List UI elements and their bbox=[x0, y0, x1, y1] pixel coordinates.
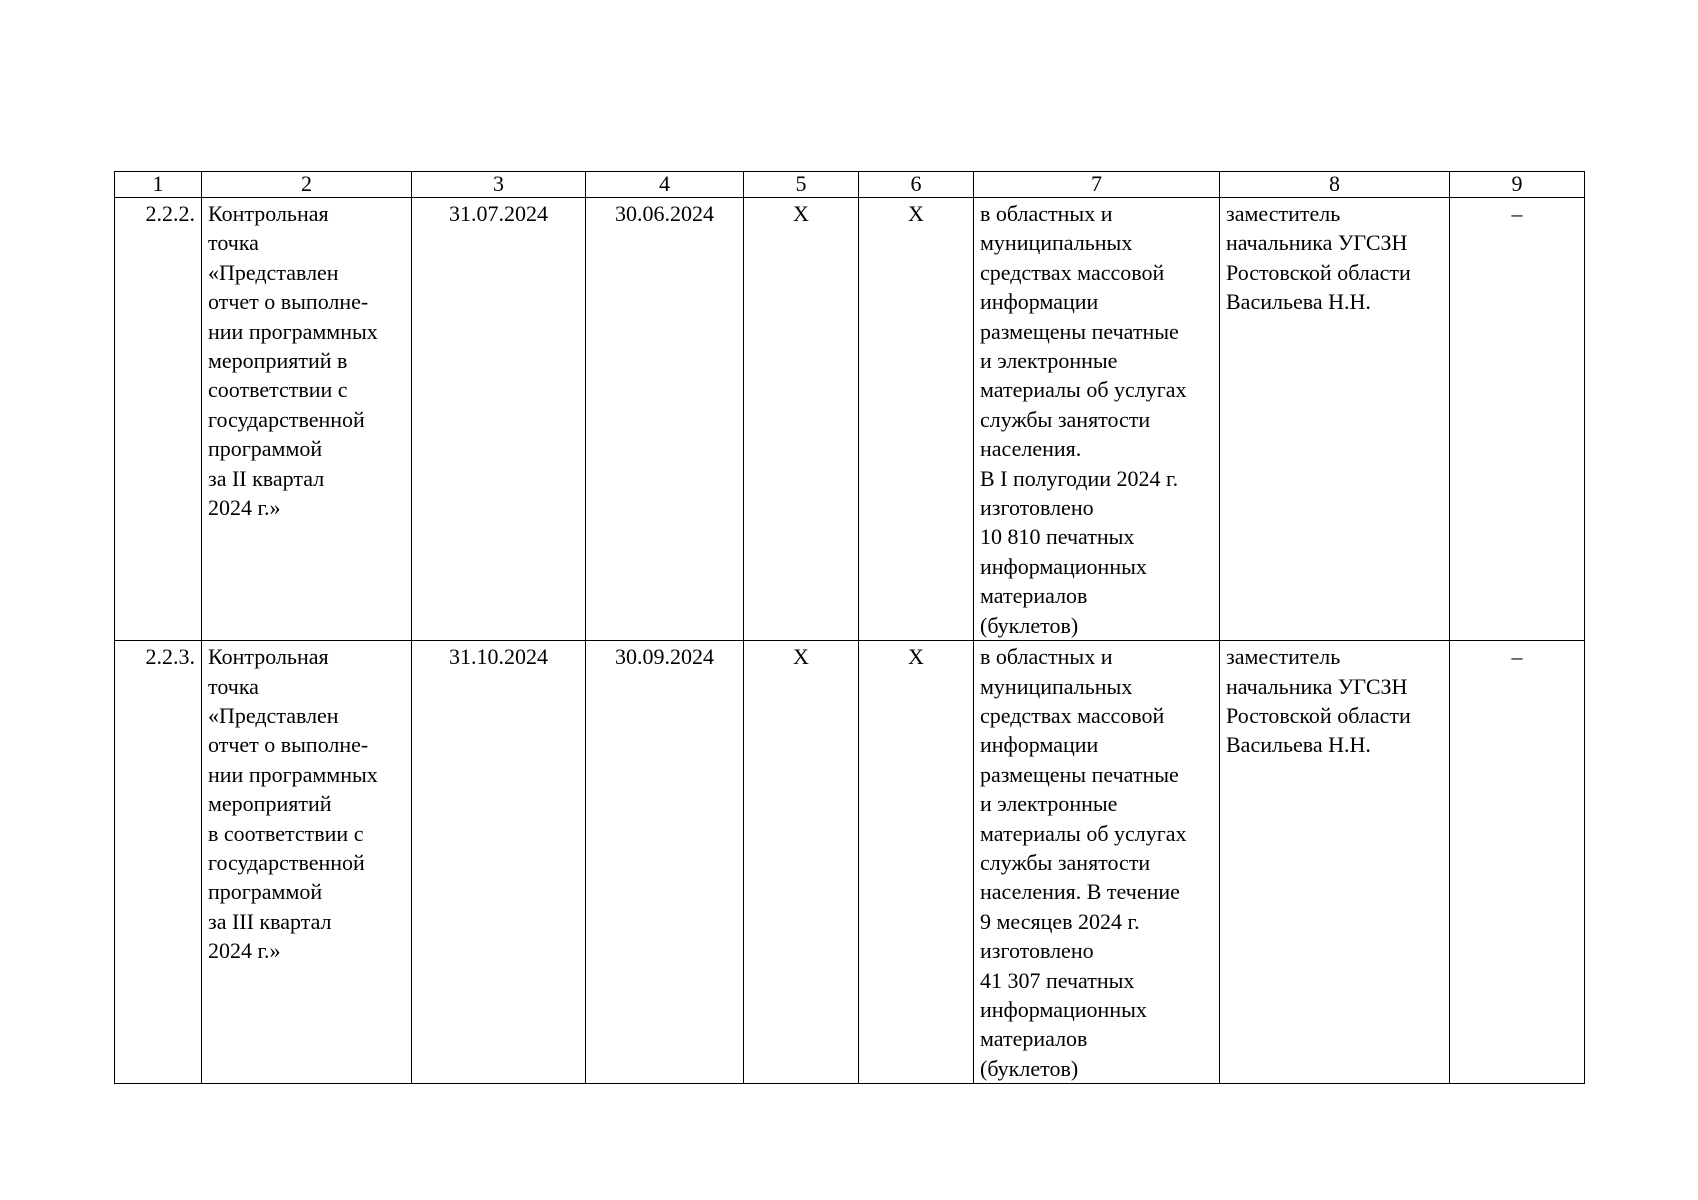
row-col6: X bbox=[859, 641, 974, 1084]
row-date-fact: 30.06.2024 bbox=[586, 198, 744, 641]
header-cell-7: 7 bbox=[974, 172, 1220, 198]
header-cell-8: 8 bbox=[1220, 172, 1450, 198]
row-col5: X bbox=[744, 641, 859, 1084]
table-row bbox=[115, 641, 1585, 1084]
row-result: в областных и муниципальных средствах массовой информации размещены печатные и электронные материалы об услугах службы занятости населения. В I полугодии 2024 г. изготовлено 10 810 печатных информационных материалов (буклетов) bbox=[974, 198, 1220, 641]
row-result: в областных и муниципальных средствах массовой информации размещены печатные и электронные материалы об услугах службы занятости населения. В течение 9 месяцев 2024 г. изготовлено 41 307 печатных информационных материалов (буклетов) bbox=[974, 641, 1220, 1084]
header-cell-4: 4 bbox=[586, 172, 744, 198]
report-table bbox=[114, 171, 1585, 1084]
row-number: 2.2.2. bbox=[115, 198, 202, 641]
row-name: Контрольная точка «Представлен отчет о выполне- нии программных мероприятий в соответствии с государственной программой за III квартал 2024 г.» bbox=[202, 641, 412, 1084]
header-cell-3: 3 bbox=[412, 172, 586, 198]
table-row bbox=[115, 198, 1585, 641]
row-note: – bbox=[1450, 641, 1585, 1084]
header-cell-6: 6 bbox=[859, 172, 974, 198]
header-cell-2: 2 bbox=[202, 172, 412, 198]
row-col6: X bbox=[859, 198, 974, 641]
header-cell-1: 1 bbox=[115, 172, 202, 198]
row-responsible: заместитель начальника УГСЗН Ростовской области Васильева Н.Н. bbox=[1220, 198, 1450, 641]
header-cell-9: 9 bbox=[1450, 172, 1585, 198]
header-row bbox=[115, 172, 1585, 198]
row-responsible: заместитель начальника УГСЗН Ростовской области Васильева Н.Н. bbox=[1220, 641, 1450, 1084]
row-number: 2.2.3. bbox=[115, 641, 202, 1084]
row-note: – bbox=[1450, 198, 1585, 641]
row-name: Контрольная точка «Представлен отчет о выполне- нии программных мероприятий в соответствии с государственной программой за II квартал 2024 г.» bbox=[202, 198, 412, 641]
row-date-plan: 31.10.2024 bbox=[412, 641, 586, 1084]
row-date-plan: 31.07.2024 bbox=[412, 198, 586, 641]
row-date-fact: 30.09.2024 bbox=[586, 641, 744, 1084]
header-cell-5: 5 bbox=[744, 172, 859, 198]
row-col5: X bbox=[744, 198, 859, 641]
